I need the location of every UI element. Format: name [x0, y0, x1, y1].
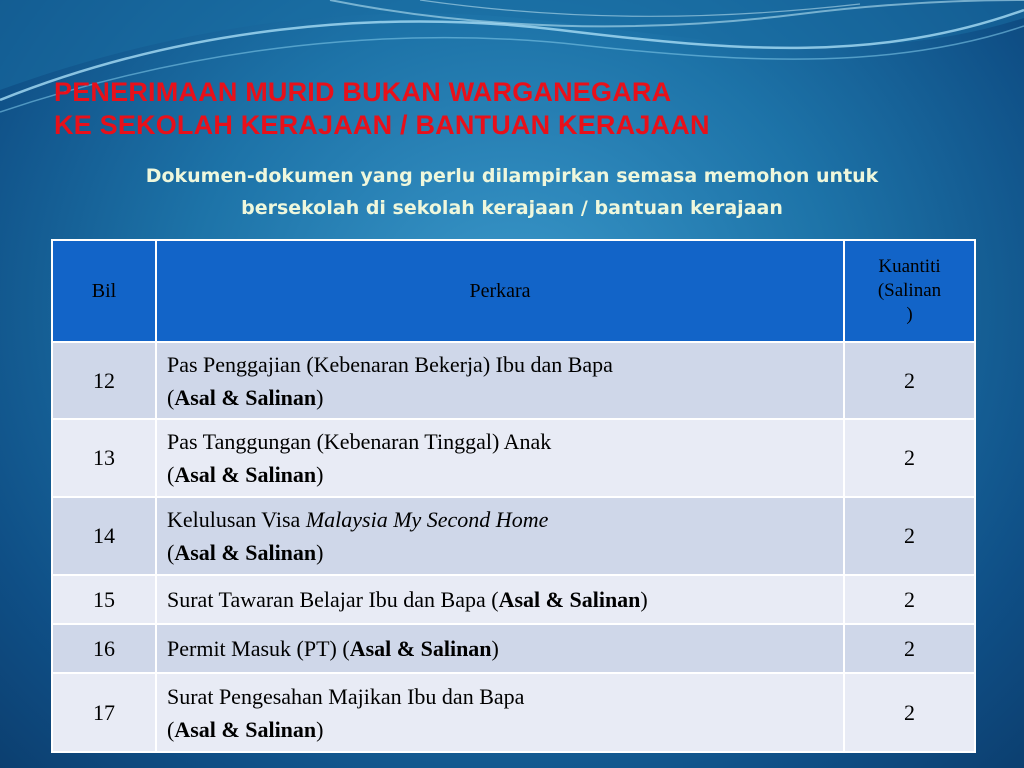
row-kuantiti: 2 — [844, 342, 975, 419]
row-perkara: Surat Tawaran Belajar Ibu dan Bapa (Asal & Salinan) — [156, 575, 844, 624]
table-row — [52, 673, 975, 752]
subtitle-line-2: bersekolah di sekolah kerajaan / bantuan kerajaan — [241, 197, 783, 219]
table-row — [52, 342, 975, 419]
table-row — [52, 624, 975, 673]
header-perkara: Perkara — [156, 240, 844, 342]
row-bil: 13 — [52, 419, 156, 497]
row-perkara: Kelulusan Visa Malaysia My Second Home (Asal & Salinan) — [156, 497, 844, 575]
row-bil: 12 — [52, 342, 156, 419]
table-row — [52, 497, 975, 575]
row-kuantiti: 2 — [844, 575, 975, 624]
slide-title — [54, 76, 710, 142]
row-bil: 15 — [52, 575, 156, 624]
documents-table — [51, 239, 976, 753]
row-kuantiti: 2 — [844, 673, 975, 752]
table-header-row — [52, 240, 975, 342]
row-bil: 14 — [52, 497, 156, 575]
title-line-2: KE SEKOLAH KERAJAAN / BANTUAN KERAJAAN — [54, 110, 710, 140]
header-kuantiti: Kuantiti (Salinan ) — [844, 240, 975, 342]
row-perkara: Surat Pengesahan Majikan Ibu dan Bapa (Asal & Salinan) — [156, 673, 844, 752]
row-perkara: Permit Masuk (PT) (Asal & Salinan) — [156, 624, 844, 673]
row-kuantiti: 2 — [844, 624, 975, 673]
title-line-1: PENERIMAAN MURID BUKAN WARGANEGARA — [54, 77, 672, 107]
row-perkara: Pas Tanggungan (Kebenaran Tinggal) Anak (Asal & Salinan) — [156, 419, 844, 497]
table-row — [52, 419, 975, 497]
row-bil: 16 — [52, 624, 156, 673]
table-row — [52, 575, 975, 624]
subtitle-line-1: Dokumen-dokumen yang perlu dilampirkan semasa memohon untuk — [145, 165, 879, 187]
row-bil: 17 — [52, 673, 156, 752]
row-kuantiti: 2 — [844, 419, 975, 497]
row-kuantiti: 2 — [844, 497, 975, 575]
slide-subtitle — [0, 160, 1024, 224]
row-perkara: Pas Penggajian (Kebenaran Bekerja) Ibu dan Bapa (Asal & Salinan) — [156, 342, 844, 419]
header-bil: Bil — [52, 240, 156, 342]
